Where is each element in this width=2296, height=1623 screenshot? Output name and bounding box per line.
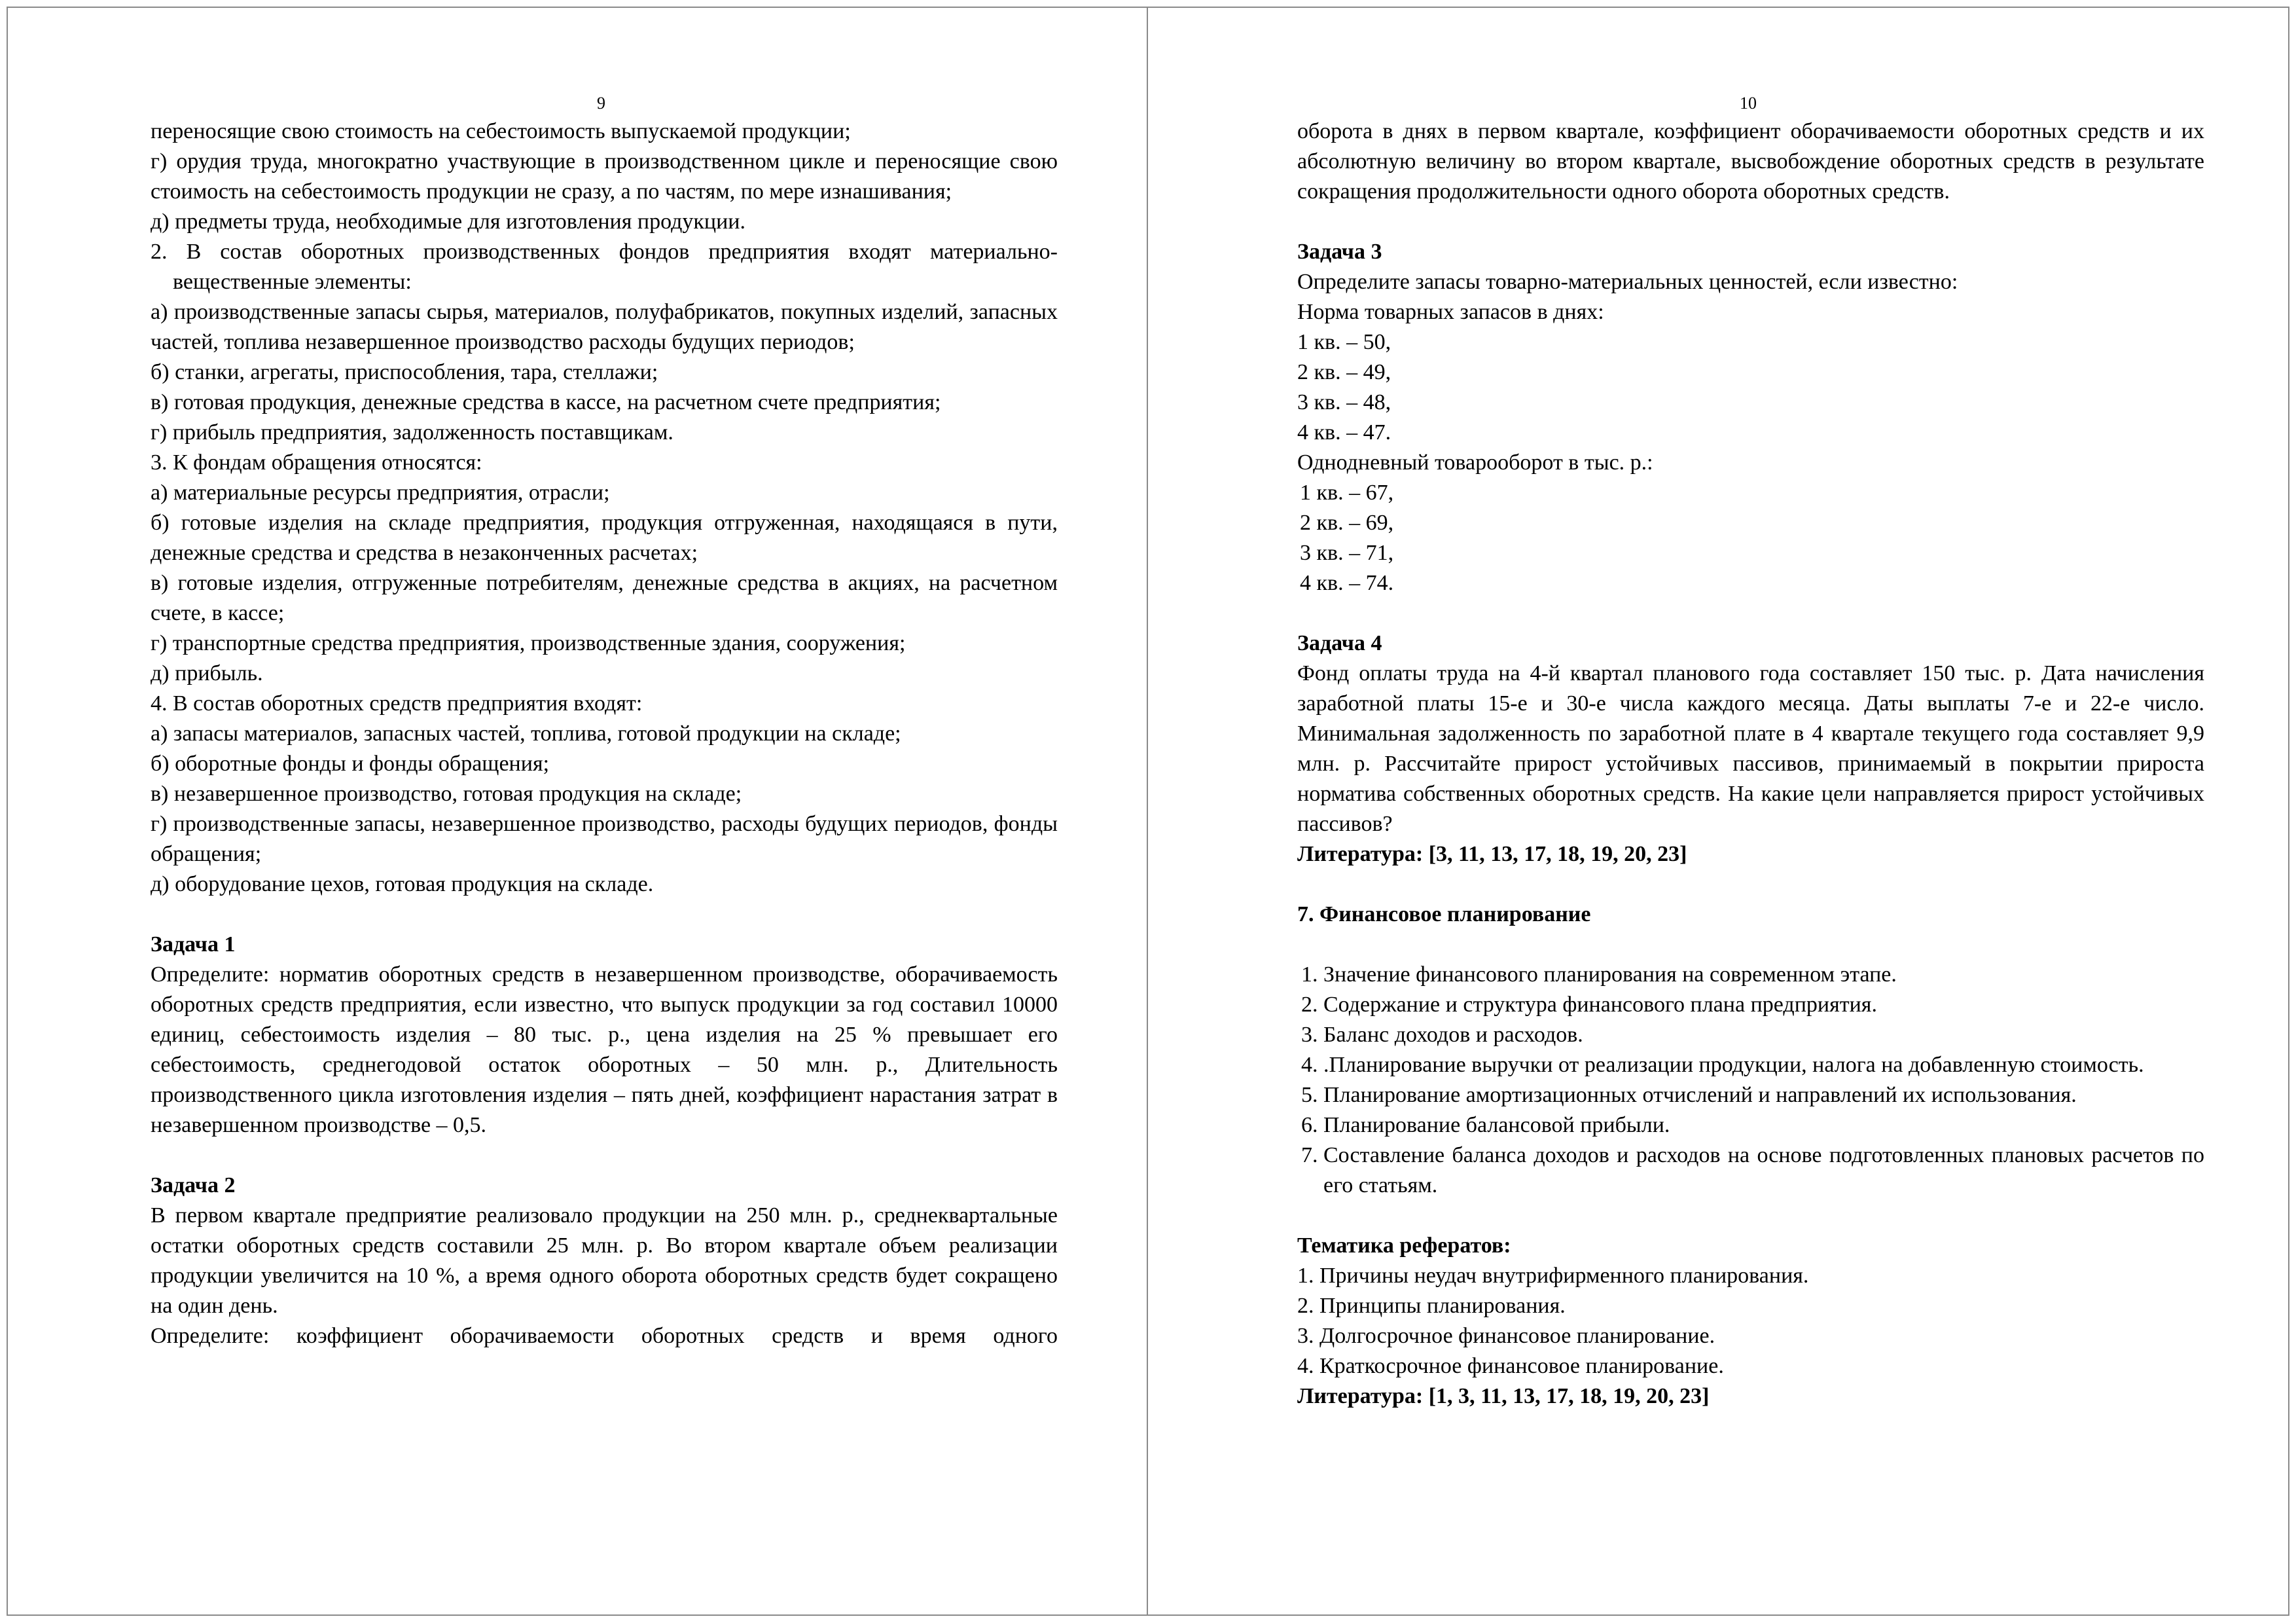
spacer — [1297, 930, 2204, 960]
task-4-heading: Задача 4 — [1297, 631, 1382, 655]
question-2-title: 2. В состав оборотных производственных фондов предприятия входят материально-вещественные элементы: — [151, 240, 1058, 294]
answer-option: д) оборудование цехов, готовая продукция на складе. — [151, 872, 654, 896]
task-3-heading: Задача 3 — [1297, 240, 1382, 264]
page-10 — [1147, 7, 2289, 1616]
answer-option: г) производственные запасы, незавершенное производство, расходы будущих периодов, фонды обращения; — [151, 812, 1058, 866]
answer-option: в) готовые изделия, отгруженные потребителям, денежные средства в акциях, на расчетном счете, в кассе; — [151, 571, 1058, 625]
norm-value: 4 кв. – 47. — [1297, 420, 1391, 445]
task-2-continuation: оборота в днях в первом квартале, коэффициент оборачиваемости оборотных средств и их абсолютную величину во втором квартале, высвобождение оборотных средств в результате сокращения продолжительности одного оборота оборотных средств. — [1297, 119, 2204, 204]
essay-topic: 2. Принципы планирования. — [1297, 1294, 1566, 1318]
task-4-text: Фонд оплаты труда на 4-й квартал планового года составляет 150 тыс. р. Дата начисления заработной платы 15-е и 30-е числа каждого месяца. Даты выплаты 7-е и 22-е число. Минимальная задолженность по заработной плате в 4 квартале текущего года составляет 9,9 млн. р. Рассчитайте прирост устойчивых пассивов, принимаемый в покрытии прироста норматива собственных оборотных средств. На какие цели направляется прирост устойчивых пассивов? — [1297, 661, 2204, 836]
essay-topic: 4. Краткосрочное финансовое планирование. — [1297, 1354, 1724, 1378]
spacer — [1297, 869, 2204, 900]
page-number: 9 — [597, 94, 605, 113]
list-item: 4. .Планирование выручки от реализации продукции, налога на добавленную стоимость. — [1323, 1050, 2204, 1080]
norm-value: 3 кв. – 48, — [1297, 390, 1391, 414]
spacer — [1297, 207, 2204, 237]
page-9-text-column — [151, 117, 1058, 1351]
literature-reference: Литература: [3, 11, 13, 17, 18, 19, 20, 23] — [1297, 842, 1687, 866]
answer-option: д) прибыль. — [151, 661, 263, 685]
list-item: 2. Содержание и структура финансового плана предприятия. — [1323, 990, 2204, 1020]
answer-option: в) готовая продукция, денежные средства в кассе, на расчетном счете предприятия; — [151, 390, 941, 414]
task-1-text: Определите: норматив оборотных средств в незавершенном производстве, оборачиваемость оборотных средств предприятия, если известно, что выпуск продукции за год составил 10000 единиц, себестоимость изделия – 80 тыс. р., цена изделия на 25 % превышает его себестоимость, среднегодовой остаток оборотных – 50 млн. р., Длительность производственного цикла изготовления изделия – пять дней, коэффициент нарастания затрат в незавершенном производстве – 0,5. — [151, 962, 1058, 1137]
page-9 — [7, 7, 1149, 1616]
turnover-label: Однодневный товарооборот в тыс. р.: — [1297, 450, 1653, 475]
section-7-heading: 7. Финансовое планирование — [1297, 902, 1591, 926]
paragraph: переносящие свою стоимость на себестоимость выпускаемой продукции; — [151, 119, 851, 143]
task-2-heading: Задача 2 — [151, 1173, 236, 1197]
answer-option: б) оборотные фонды и фонды обращения; — [151, 752, 550, 776]
section-7-list — [1297, 960, 2204, 1201]
turnover-value: 4 кв. – 74. — [1300, 571, 1394, 595]
turnover-value: 1 кв. – 67, — [1300, 481, 1394, 505]
list-item: 3. Баланс доходов и расходов. — [1323, 1020, 2204, 1050]
answer-option: а) производственные запасы сырья, материалов, полуфабрикатов, покупных изделий, запасных частей, топлива незавершенное производство расходы будущих периодов; — [151, 300, 1058, 354]
essays-heading: Тематика рефератов: — [1297, 1233, 1511, 1258]
question-4-title: 4. В состав оборотных средств предприятия входят: — [151, 691, 643, 716]
answer-option: в) незавершенное производство, готовая продукция на складе; — [151, 782, 742, 806]
list-item: 7. Составление баланса доходов и расходов на основе подготовленных плановых расчетов по его статьям. — [1323, 1140, 2204, 1201]
answer-option: г) прибыль предприятия, задолженность поставщикам. — [151, 420, 673, 445]
literature-reference: Литература: [1, 3, 11, 13, 17, 18, 19, 20, 23] — [1297, 1384, 1710, 1408]
answer-option: б) готовые изделия на складе предприятия, продукция отгруженная, находящаяся в пути, денежные средства и средства в незаконченных расчетах; — [151, 511, 1058, 565]
task-2-question: Определите: коэффициент оборачиваемости оборотных средств и время одного — [151, 1324, 1058, 1348]
spacer — [1297, 598, 2204, 629]
task-3-intro: Определите запасы товарно-материальных ценностей, если известно: — [1297, 270, 1958, 294]
norm-value: 2 кв. – 49, — [1297, 360, 1391, 384]
spacer — [151, 900, 1058, 930]
answer-option: б) станки, агрегаты, приспособления, тара, стеллажи; — [151, 360, 658, 384]
norm-label: Норма товарных запасов в днях: — [1297, 300, 1604, 324]
spacer — [1297, 1201, 2204, 1231]
question-3-title: 3. К фондам обращения относятся: — [151, 450, 482, 475]
answer-option: а) материальные ресурсы предприятия, отрасли; — [151, 481, 610, 505]
turnover-value: 3 кв. – 71, — [1300, 541, 1394, 565]
spacer — [151, 1140, 1058, 1171]
answer-option: г) транспортные средства предприятия, производственные здания, сооружения; — [151, 631, 906, 655]
turnover-value: 2 кв. – 69, — [1300, 511, 1394, 535]
page-number: 10 — [1740, 94, 1757, 113]
norm-value: 1 кв. – 50, — [1297, 330, 1391, 354]
essay-topic: 3. Долгосрочное финансовое планирование. — [1297, 1324, 1715, 1348]
task-2-text: В первом квартале предприятие реализовало продукции на 250 млн. р., среднеквартальные остатки оборотных средств составили 25 млн. р. Во втором квартале объем реализации продукции увеличится на 10 %, а время одного оборота оборотных средств будет сокращено на один день. — [151, 1203, 1058, 1318]
list-item: 5. Планирование амортизационных отчислений и направлений их использования. — [1323, 1080, 2204, 1110]
answer-option: а) запасы материалов, запасных частей, топлива, готовой продукции на складе; — [151, 721, 901, 746]
essay-topic: 1. Причины неудач внутрифирменного планирования. — [1297, 1264, 1809, 1288]
paragraph: г) орудия труда, многократно участвующие в производственном цикле и переносящие свою стоимость на себестоимость продукции не сразу, а по частям, по мере изнашивания; — [151, 149, 1058, 204]
page-10-text-column — [1297, 117, 2204, 1412]
task-1-heading: Задача 1 — [151, 932, 236, 957]
list-item: 6. Планирование балансовой прибыли. — [1323, 1110, 2204, 1140]
paragraph: д) предметы труда, необходимые для изготовления продукции. — [151, 210, 746, 234]
list-item: 1. Значение финансового планирования на современном этапе. — [1323, 960, 2204, 990]
